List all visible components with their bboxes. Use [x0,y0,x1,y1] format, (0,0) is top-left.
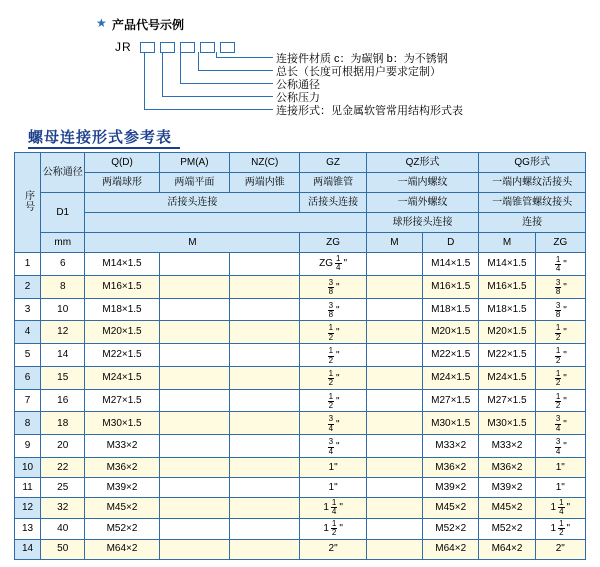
cell-q: M45×2 [85,498,159,519]
cell-qg_zg: $\frac{3}{8}$ " [535,275,585,298]
header-pm-sub: 两端平面 [159,173,229,193]
nut-connection-table-wrap [14,152,586,560]
table-header [15,153,586,253]
cell-nz [230,458,300,478]
cell-pm [159,435,229,458]
cell-qg_zg: 1" [535,458,585,478]
cell-q: M22×1.5 [85,344,159,367]
cell-qg_zg: $\frac{1}{2}$ " [535,389,585,412]
cell-seq: 14 [15,539,41,559]
cell-qz_m [366,435,422,458]
header-qz-sub: 一端内螺纹 [366,173,479,193]
cell-qz_d: M45×2 [423,498,479,519]
header-qz-ball: 球形接头连接 [366,213,479,233]
cell-qz_d: M22×1.5 [423,344,479,367]
cell-nz [230,366,300,389]
header-blank [85,213,366,233]
cell-gz: ZG $\frac{1}{4}$ " [300,253,366,276]
cell-qg_zg: 1 $\frac{1}{4}$ " [535,498,585,519]
cell-q: M18×1.5 [85,298,159,321]
cell-seq: 5 [15,344,41,367]
cell-qg_m: M14×1.5 [479,253,535,276]
cell-pm [159,321,229,344]
table-row [15,412,586,435]
cell-q: M14×1.5 [85,253,159,276]
cell-pm [159,498,229,519]
header-col-qz: QZ形式 [366,153,479,173]
cell-qz_d: M30×1.5 [423,412,479,435]
cell-gz: 1 $\frac{1}{4}$ " [300,498,366,519]
cell-seq: 13 [15,518,41,539]
header-gz-sub: 两端锥管 [300,173,366,193]
cell-qz_d: M24×1.5 [423,366,479,389]
cell-pm [159,366,229,389]
cell-nz [230,412,300,435]
cell-gz: $\frac{1}{2}$ " [300,389,366,412]
cell-dn: 8 [41,275,85,298]
table-row [15,389,586,412]
cell-qg_m: M45×2 [479,498,535,519]
header-qg-thread: 一端锥管螺纹接头 [479,193,586,213]
cell-dn: 32 [41,498,85,519]
table-body [15,253,586,560]
code-prefix: JR [115,40,132,54]
product-code-legend [0,0,600,128]
cell-qg_m: M64×2 [479,539,535,559]
cell-nz [230,298,300,321]
table-row [15,366,586,389]
header-qz-thread: 一端外螺纹 [366,193,479,213]
header-row-3 [15,193,586,213]
cell-seq: 11 [15,478,41,498]
cell-qz_d: M16×1.5 [423,275,479,298]
cell-seq: 4 [15,321,41,344]
cell-qz_m [366,366,422,389]
header-seq: 序号 [15,153,41,253]
cell-dn: 6 [41,253,85,276]
cell-pm [159,478,229,498]
section-underline [28,147,180,149]
table-row [15,518,586,539]
header-qg-connect: 连接 [479,213,586,233]
cell-nz [230,539,300,559]
cell-qz_d: M20×1.5 [423,321,479,344]
cell-qg_m: M39×2 [479,478,535,498]
cell-gz: $\frac{3}{4}$ " [300,435,366,458]
cell-qg_zg: $\frac{1}{4}$ " [535,253,585,276]
cell-q: M52×2 [85,518,159,539]
cell-gz: $\frac{1}{2}$ " [300,321,366,344]
cell-nz [230,518,300,539]
header-m-qg: M [479,233,535,253]
cell-nz [230,435,300,458]
table-row [15,298,586,321]
cell-pm [159,518,229,539]
cell-qg_m: M20×1.5 [479,321,535,344]
cell-qz_d: M33×2 [423,435,479,458]
cell-qg_m: M33×2 [479,435,535,458]
table-row [15,321,586,344]
cell-qz_m [366,298,422,321]
legend-title: 产品代号示例 [112,18,185,32]
cell-gz: 1" [300,458,366,478]
cell-nz [230,275,300,298]
cell-qz_m [366,498,422,519]
cell-gz: 1" [300,478,366,498]
cell-qz_m [366,275,422,298]
cell-qg_zg: $\frac{1}{2}$ " [535,366,585,389]
cell-qz_m [366,518,422,539]
cell-dn: 40 [41,518,85,539]
cell-dn: 20 [41,435,85,458]
header-col-pm: PM(A) [159,153,229,173]
cell-pm [159,539,229,559]
table-row [15,253,586,276]
cell-qg_m: M18×1.5 [479,298,535,321]
cell-gz: $\frac{3}{8}$ " [300,275,366,298]
cell-qz_m [366,389,422,412]
cell-q: M36×2 [85,458,159,478]
table-row [15,498,586,519]
table-row [15,458,586,478]
cell-qz_d: M14×1.5 [423,253,479,276]
cell-q: M24×1.5 [85,366,159,389]
cell-dn: 14 [41,344,85,367]
legend-label-4: 连接形式：见金属软管常用结构形式表 [276,105,463,117]
cell-q: M39×2 [85,478,159,498]
leader-line [144,52,273,110]
legend-label-0: 连接件材质 c：为碳钢 b：为不锈钢 [276,53,448,65]
cell-q: M33×2 [85,435,159,458]
header-dn: 公称通径 [41,153,85,193]
cell-dn: 10 [41,298,85,321]
cell-q: M20×1.5 [85,321,159,344]
cell-pm [159,412,229,435]
cell-seq: 7 [15,389,41,412]
cell-seq: 9 [15,435,41,458]
cell-gz: $\frac{3}{8}$ " [300,298,366,321]
header-d-qz: D [423,233,479,253]
header-col-q: Q(D) [85,153,159,173]
cell-qg_zg: $\frac{3}{4}$ " [535,412,585,435]
cell-qz_d: M27×1.5 [423,389,479,412]
cell-seq: 6 [15,366,41,389]
cell-pm [159,253,229,276]
cell-dn: 18 [41,412,85,435]
header-row-1 [15,153,586,173]
table-row [15,344,586,367]
header-q-sub: 两端球形 [85,173,159,193]
cell-q: M27×1.5 [85,389,159,412]
cell-dn: 22 [41,458,85,478]
cell-pm [159,298,229,321]
cell-qz_m [366,478,422,498]
cell-qg_zg: 1" [535,478,585,498]
cell-seq: 8 [15,412,41,435]
cell-nz [230,389,300,412]
cell-qz_d: M36×2 [423,458,479,478]
star-icon: ★ [96,16,107,30]
cell-pm [159,458,229,478]
cell-qg_m: M52×2 [479,518,535,539]
cell-seq: 10 [15,458,41,478]
header-left-connect: 活接头连接 [85,193,300,213]
cell-gz: $\frac{3}{4}$ " [300,412,366,435]
cell-seq: 1 [15,253,41,276]
cell-qg_m: M16×1.5 [479,275,535,298]
cell-nz [230,344,300,367]
cell-qg_m: M27×1.5 [479,389,535,412]
cell-dn: 15 [41,366,85,389]
cell-qz_d: M52×2 [423,518,479,539]
cell-seq: 3 [15,298,41,321]
cell-pm [159,275,229,298]
header-col-nz: NZ(C) [230,153,300,173]
cell-qz_d: M64×2 [423,539,479,559]
legend-label-1: 总长（长度可根据用户要求定制） [276,66,441,78]
cell-gz: $\frac{1}{2}$ " [300,344,366,367]
header-row-2 [15,173,586,193]
cell-nz [230,321,300,344]
cell-qg_m: M30×1.5 [479,412,535,435]
table-row [15,539,586,559]
header-nz-sub: 两端内锥 [230,173,300,193]
cell-dn: 16 [41,389,85,412]
cell-qz_m [366,412,422,435]
header-m-qz: M [366,233,422,253]
cell-seq: 2 [15,275,41,298]
cell-qg_zg: 2" [535,539,585,559]
cell-dn: 25 [41,478,85,498]
header-unit: mm [41,233,85,253]
header-col-gz: GZ [300,153,366,173]
header-d1: D1 [41,193,85,233]
cell-gz: $\frac{1}{2}$ " [300,366,366,389]
cell-qz_m [366,344,422,367]
cell-qg_zg: $\frac{1}{2}$ " [535,344,585,367]
cell-dn: 50 [41,539,85,559]
cell-dn: 12 [41,321,85,344]
cell-qg_zg: 1 $\frac{1}{2}$ " [535,518,585,539]
header-row-4 [15,213,586,233]
header-zg-qg: ZG [535,233,585,253]
section-title: 螺母连接形式参考表 [28,129,173,146]
cell-q: M30×1.5 [85,412,159,435]
table-row [15,275,586,298]
legend-label-2: 公称通径 [276,79,320,91]
cell-qg_m: M22×1.5 [479,344,535,367]
header-qg-sub: 一端内螺纹活接头 [479,173,586,193]
legend-label-3: 公称压力 [276,92,320,104]
header-gz-connect: 活接头连接 [300,193,366,213]
cell-qz_d: M39×2 [423,478,479,498]
cell-nz [230,478,300,498]
cell-qz_m [366,458,422,478]
cell-qg_m: M24×1.5 [479,366,535,389]
cell-qg_zg: $\frac{3}{8}$ " [535,298,585,321]
cell-gz: 1 $\frac{1}{2}$ " [300,518,366,539]
header-m-left: M [85,233,300,253]
header-col-qg: QG形式 [479,153,586,173]
cell-nz [230,498,300,519]
cell-qz_d: M18×1.5 [423,298,479,321]
header-zg-gz: ZG [300,233,366,253]
cell-q: M16×1.5 [85,275,159,298]
header-row-5 [15,233,586,253]
cell-qz_m [366,321,422,344]
cell-pm [159,389,229,412]
cell-qz_m [366,253,422,276]
cell-nz [230,253,300,276]
cell-qg_m: M36×2 [479,458,535,478]
cell-qz_m [366,539,422,559]
cell-qg_zg: $\frac{3}{4}$ " [535,435,585,458]
nut-connection-table [14,152,586,560]
cell-seq: 12 [15,498,41,519]
cell-qg_zg: $\frac{1}{2}$ " [535,321,585,344]
cell-q: M64×2 [85,539,159,559]
table-row [15,478,586,498]
cell-gz: 2" [300,539,366,559]
table-row [15,435,586,458]
cell-pm [159,344,229,367]
